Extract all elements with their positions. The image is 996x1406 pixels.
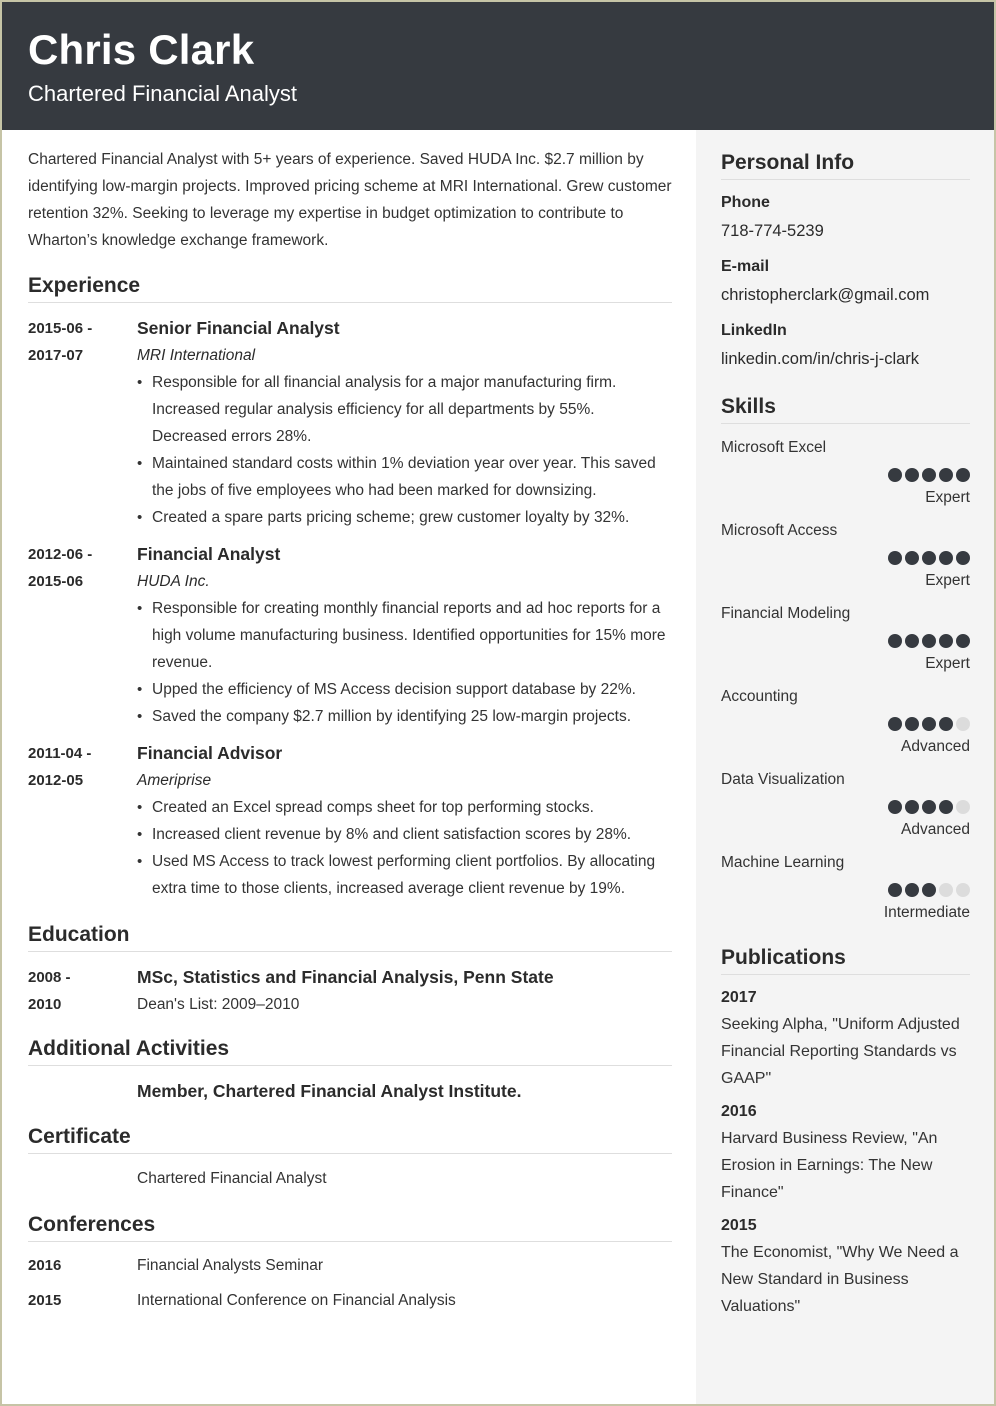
job-bullets [137,595,672,730]
company-name: MRI International [137,347,256,364]
conferences-section [28,1212,672,1314]
publication-text: Seeking Alpha, "Uniform Adjusted Financial Reporting Standards vs GAAP" [721,1016,960,1087]
phone-value: 718-774-5239 [721,222,824,240]
rating-dot-empty [956,717,970,731]
rating-dot-filled [939,468,953,482]
date-start: 2008 - [28,969,71,986]
job-bullet: • Responsible for all financial analysis for a major manufacturing firm. Increased regular analysis efficiency for all departments by 55%. Decreased errors 28%. [137,369,672,450]
conference-year: 2016 [28,1257,62,1274]
skill-level: Advanced [901,821,970,838]
personal-info-section [721,150,970,370]
rating-dot-filled [922,717,936,731]
publication-text: Harvard Business Review, "An Erosion in Earnings: The New Finance" [721,1130,938,1201]
section-title-conferences: Conferences [28,1212,672,1242]
rating-dot-filled [905,883,919,897]
rating-dot-empty [939,883,953,897]
skill-name: Microsoft Excel [721,439,827,456]
job-bullet: • Created a spare parts pricing scheme; grew customer loyalty by 32%. [137,504,672,531]
rating-dot-filled [888,800,902,814]
company-name: Ameriprise [137,772,212,789]
job-title: Financial Advisor [137,743,283,763]
date-end: 2017-07 [28,347,84,364]
rating-dot-filled [905,468,919,482]
skill-entry [721,521,970,591]
rating-dot-filled [905,800,919,814]
skill-level: Advanced [901,738,970,755]
rating-dot-filled [922,468,936,482]
skill-name: Financial Modeling [721,605,851,622]
rating-dot-filled [905,551,919,565]
rating-dot-empty [956,800,970,814]
skill-rating [721,800,970,814]
skill-level: Expert [925,489,970,506]
job-bullet: • Increased client revenue by 8% and client satisfaction scores by 28%. [137,821,672,848]
rating-dot-filled [905,634,919,648]
skill-level: Expert [925,655,970,672]
rating-dot-filled [939,717,953,731]
conference-name: International Conference on Financial Analysis [137,1292,456,1309]
profile-summary: Chartered Financial Analyst with 5+ years of experience. Saved HUDA Inc. $2.7 million by identifying low-margin projects. Improved pricing scheme at MRI International. Grew customer retention 32%. Seeking to leverage my expertise in budget optimization to contribute to Wharton’s knowledge exchange framework. [28,151,672,249]
conference-year: 2015 [28,1292,62,1309]
job-title: Senior Financial Analyst [137,318,340,338]
skill-level: Expert [925,572,970,589]
section-title-certificate: Certificate [28,1124,672,1154]
conference-entry [28,1252,672,1279]
certificate-section [28,1124,672,1192]
candidate-title: Chartered Financial Analyst [28,81,298,106]
email-value: christopherclark@gmail.com [721,286,930,304]
sidebar [696,130,994,1406]
skill-rating [721,468,970,482]
email-label: E-mail [721,258,770,275]
experience-entry [28,541,672,730]
rating-dot-empty [956,883,970,897]
publication-entry [721,1101,970,1206]
section-title-education: Education [28,922,672,952]
job-bullet: • Upped the efficiency of MS Access decision support database by 22%. [137,676,672,703]
certificate-item: Chartered Financial Analyst [137,1170,327,1187]
job-bullet: • Created an Excel spread comps sheet for top performing stocks. [137,794,672,821]
section-title-activities: Additional Activities [28,1036,672,1066]
date-end: 2010 [28,996,62,1013]
date-end: 2015-06 [28,573,84,590]
main-column [28,130,672,1314]
activity-item: Member, Chartered Financial Analyst Institute. [137,1081,522,1101]
experience-dates [28,315,137,531]
resume-header [2,2,994,130]
skill-rating [721,551,970,565]
experience-entry [28,740,672,902]
section-title-personal-info: Personal Info [721,150,970,180]
skill-name: Data Visualization [721,771,845,788]
phone-label: Phone [721,194,770,211]
rating-dot-filled [905,717,919,731]
skill-entry [721,438,970,508]
rating-dot-filled [888,551,902,565]
rating-dot-filled [888,883,902,897]
experience-entry [28,315,672,531]
rating-dot-filled [939,634,953,648]
date-start: 2015-06 - [28,320,93,337]
education-section [28,922,672,1018]
skills-section [721,394,970,923]
publication-year: 2015 [721,1217,757,1234]
skill-rating [721,634,970,648]
skill-name: Accounting [721,688,798,705]
job-bullet: • Saved the company $2.7 million by identifying 25 low-margin projects. [137,703,672,730]
experience-dates [28,541,137,730]
job-bullet: • Maintained standard costs within 1% deviation year over year. This saved the jobs of five employees who had been marked for downsizing. [137,450,672,504]
publication-year: 2017 [721,989,757,1006]
skill-entry [721,770,970,840]
rating-dot-filled [888,468,902,482]
skill-entry [721,687,970,757]
job-bullet: • Used MS Access to track lowest performing client portfolios. By allocating extra time to those clients, increased average client revenue by 19%. [137,848,672,902]
skill-name: Machine Learning [721,854,845,871]
rating-dot-filled [956,468,970,482]
skill-rating [721,717,970,731]
job-bullets [137,794,672,902]
rating-dot-filled [888,717,902,731]
candidate-name: Chris Clark [28,26,255,73]
rating-dot-filled [956,634,970,648]
section-title-skills: Skills [721,394,970,424]
rating-dot-filled [939,800,953,814]
skill-rating [721,883,970,897]
rating-dot-filled [922,634,936,648]
job-title: Financial Analyst [137,544,281,564]
degree-title: MSc, Statistics and Financial Analysis, Penn State [137,967,554,987]
experience-section [28,273,672,902]
education-entry [28,964,672,1018]
rating-dot-filled [956,551,970,565]
date-start: 2012-06 - [28,546,93,563]
linkedin-label: LinkedIn [721,322,787,339]
experience-dates [28,740,137,902]
date-start: 2011-04 - [28,745,92,762]
rating-dot-filled [922,551,936,565]
skill-level: Intermediate [883,904,970,921]
publication-year: 2016 [721,1103,757,1120]
conference-entry [28,1287,672,1314]
rating-dot-filled [888,634,902,648]
publication-text: The Economist, "Why We Need a New Standard in Business Valuations" [721,1244,959,1315]
skill-name: Microsoft Access [721,522,838,539]
date-end: 2012-05 [28,772,84,789]
company-name: HUDA Inc. [137,573,210,590]
publication-entry [721,1215,970,1320]
publications-section [721,945,970,1320]
job-bullets [137,369,672,531]
skill-entry [721,604,970,674]
education-detail: Dean's List: 2009–2010 [137,996,300,1013]
rating-dot-filled [922,883,936,897]
rating-dot-filled [939,551,953,565]
linkedin-value: linkedin.com/in/chris-j-clark [721,350,920,368]
job-bullet: • Responsible for creating monthly financial reports and ad hoc reports for a high volume manufacturing business. Identified opportunities for 15% more revenue. [137,595,672,676]
skills-list [721,438,970,923]
section-title-publications: Publications [721,945,970,975]
rating-dot-filled [922,800,936,814]
education-dates [28,964,137,1018]
conference-name: Financial Analysts Seminar [137,1257,324,1274]
publication-entry [721,987,970,1092]
activities-section [28,1036,672,1105]
section-title-experience: Experience [28,273,672,303]
skill-entry [721,853,970,923]
